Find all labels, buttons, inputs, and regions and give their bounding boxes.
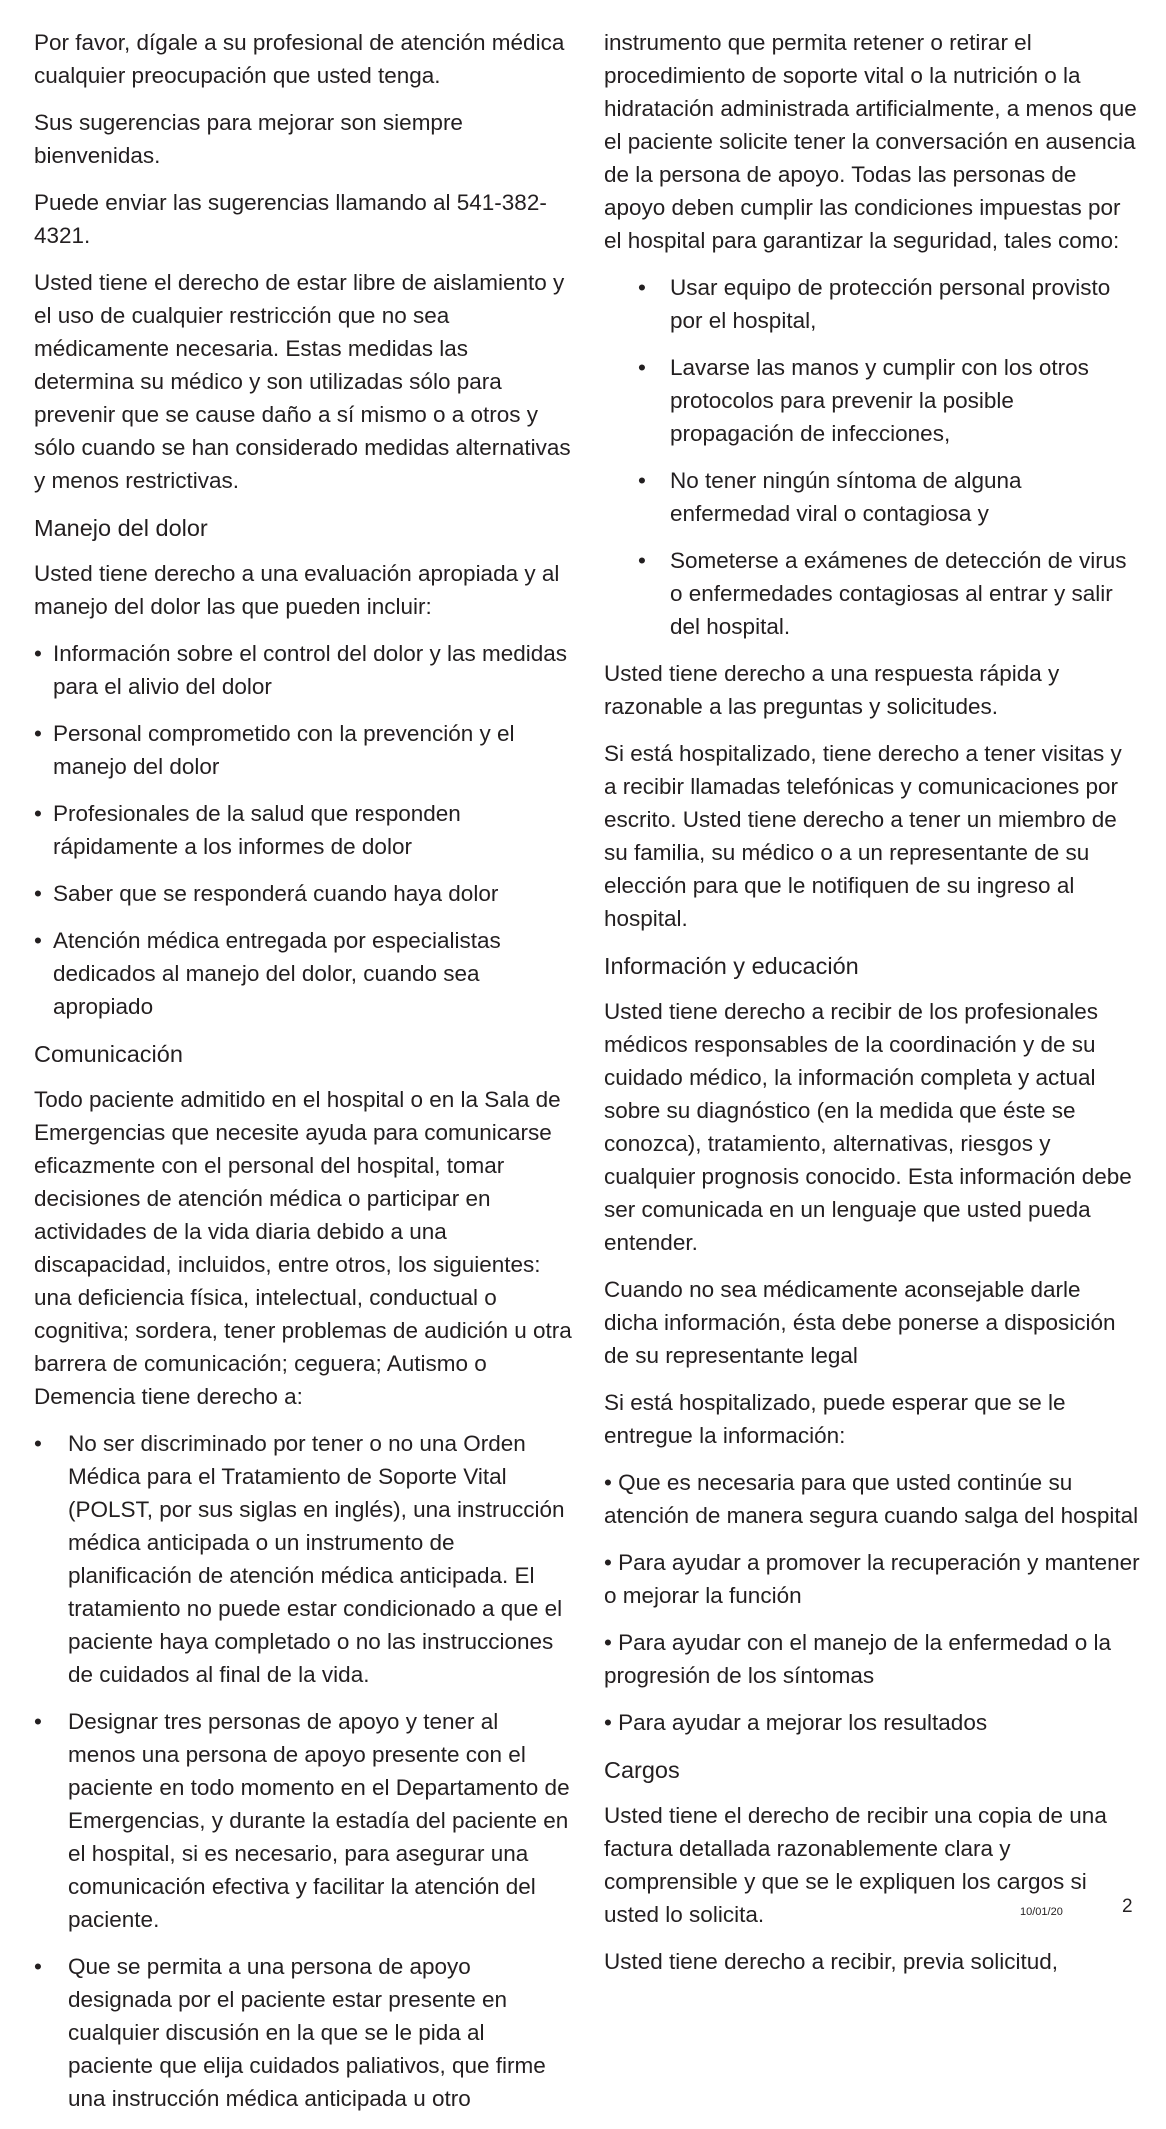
- revision-date: 10/01/20: [1020, 1906, 1063, 1918]
- bullet-mark: •: [638, 355, 646, 380]
- bullet-mark: •: [34, 928, 42, 953]
- visits-paragraph: Si está hospitalizado, tiene derecho a tener visitas y a recibir llamadas telefónicas y comunicaciones por escrito. Usted tiene derecho a tener un miembro de su familia, su médico o a un representante de su elección para que le notifiquen de su ingreso al hospital.: [604, 741, 1122, 931]
- info-paragraph: Cuando no sea médicamente aconsejable darle dicha información, ésta debe ponerse a disposición de su representante legal: [604, 1277, 1116, 1368]
- bullet-mark: •: [604, 1710, 612, 1735]
- bullet-mark: •: [34, 801, 42, 826]
- bullet-mark: •: [604, 1470, 612, 1495]
- list-item: • Información sobre el control del dolor y las medidas para el alivio del dolor: [34, 637, 572, 703]
- pain-list: [34, 637, 572, 1023]
- list-item: • Que se permita a una persona de apoyo designada por el paciente estar presente en cualquier discusión en la que se le pida al paciente que elija cuidados paliativos, que firme una instrucción médica anticipada u otro: [34, 1950, 572, 2115]
- list-item: • Profesionales de la salud que responden rápidamente a los informes de dolor: [34, 797, 572, 863]
- list-item: • Para ayudar a promover la recuperación y mantener o mejorar la función: [604, 1550, 1140, 1608]
- intro-paragraph: Sus sugerencias para mejorar son siempre bienvenidas.: [34, 110, 463, 168]
- list-item: • Para ayudar a mejorar los resultados: [604, 1710, 988, 1735]
- list-item: • Personal comprometido con la prevención y el manejo del dolor: [34, 717, 572, 783]
- list-item: • Usar equipo de protección personal provisto por el hospital,: [638, 271, 1140, 337]
- pain-intro: Usted tiene derecho a una evaluación apropiada y al manejo del dolor las que pueden incluir:: [34, 561, 560, 619]
- support-person-list: [604, 271, 1140, 643]
- info-paragraph: Usted tiene derecho a recibir de los profesionales médicos responsables de la coordinación y de su cuidado médico, la información completa y actual sobre su diagnóstico (en la medida que éste se conozca), tratamiento, alternativas, riesgos y cualquier prognosis conocido. Esta información debe ser comunicada en un lenguaje que usted pueda entender.: [604, 999, 1132, 1255]
- intro-paragraph: Por favor, dígale a su profesional de atención médica cualquier preocupación que usted tenga.: [34, 30, 565, 88]
- list-item: • No ser discriminado por tener o no una Orden Médica para el Tratamiento de Soporte Vital (POLST, por sus siglas en inglés), una instrucción médica anticipada o un instrumento de planificación de atención médica anticipada. El tratamiento no puede estar condicionado a que el paciente haya completado o no las instrucciones de cuidados al final de la vida.: [34, 1427, 572, 1691]
- restraint-paragraph: Usted tiene el derecho de estar libre de aislamiento y el uso de cualquier restricción que no sea médicamente necesaria. Estas medidas las determina su médico y son utilizadas sólo para prevenir que se cause daño a sí mismo o a otros y sólo cuando se han considerado medidas alternativas y menos restrictivas.: [34, 270, 571, 493]
- bullet-mark: •: [34, 1709, 42, 1734]
- continuation-paragraph: instrumento que permita retener o retirar el procedimiento de soporte vital o la nutrición o la hidratación administrada artificialmente, a menos que el paciente solicite tener la conversación en ausencia de la persona de apoyo. Todas las personas de apoyo deben cumplir las condiciones impuestas por el hospital para garantizar la seguridad, tales como:: [604, 30, 1137, 253]
- communication-intro: Todo paciente admitido en el hospital o en la Sala de Emergencias que necesite ayuda para comunicarse eficazmente con el personal del hospital, tomar decisiones de atención médica o participar en actividades de la vida diaria debido a una discapacidad, incluidos, entre otros, los siguientes: una deficiencia física, intelectual, conductual o cognitiva; sordera, tener problemas de audición u otra barrera de comunicación; ceguera; Autismo o Demencia tiene derecho a:: [34, 1087, 572, 1409]
- section-heading-charges: Cargos: [604, 1757, 680, 1783]
- list-item: • Designar tres personas de apoyo y tener al menos una persona de apoyo presente con el paciente en todo momento en el Departamento de Emergencias, y durante la estadía del paciente en el hospital, si es necesario, para asegurar una comunicación efectiva y facilitar la atención del paciente.: [34, 1705, 572, 1936]
- section-heading-information: Información y educación: [604, 953, 859, 979]
- charges-paragraph: Usted tiene el derecho de recibir una copia de una factura detallada razonablemente clara y comprensible y que se le expliquen los cargos si usted lo solicita.: [604, 1803, 1107, 1927]
- list-item: • Someterse a exámenes de detección de virus o enfermedades contagiosas al entrar y salir del hospital.: [638, 544, 1140, 643]
- bullet-mark: •: [604, 1630, 612, 1655]
- right-column: [604, 26, 1140, 1992]
- list-item: • Lavarse las manos y cumplir con los otros protocolos para prevenir la posible propagación de infecciones,: [638, 351, 1140, 450]
- charges-paragraph: Usted tiene derecho a recibir, previa solicitud,: [604, 1949, 1058, 1974]
- bullet-mark: •: [638, 468, 646, 493]
- list-item: • No tener ningún síntoma de alguna enfermedad viral o contagiosa y: [638, 464, 1140, 530]
- bullet-mark: •: [34, 881, 42, 906]
- communication-list: [34, 1427, 572, 2115]
- left-column: [34, 26, 572, 2129]
- info-paragraph: Si está hospitalizado, puede esperar que se le entregue la información:: [604, 1390, 1066, 1448]
- info-list: [604, 1466, 1140, 1739]
- list-item: • Saber que se responderá cuando haya dolor: [34, 877, 572, 910]
- list-item: • Para ayudar con el manejo de la enfermedad o la progresión de los síntomas: [604, 1630, 1111, 1688]
- bullet-mark: •: [34, 1431, 42, 1456]
- bullet-mark: •: [34, 641, 42, 666]
- bullet-mark: •: [638, 548, 646, 573]
- list-item: • Atención médica entregada por especialistas dedicados al manejo del dolor, cuando sea apropiado: [34, 924, 572, 1023]
- list-item: • Que es necesaria para que usted continúe su atención de manera segura cuando salga del hospital: [604, 1470, 1139, 1528]
- bullet-mark: •: [604, 1550, 612, 1575]
- section-heading-pain: Manejo del dolor: [34, 515, 208, 541]
- bullet-mark: •: [638, 275, 646, 300]
- bullet-mark: •: [34, 1954, 42, 1979]
- intro-paragraph: Puede enviar las sugerencias llamando al 541-382-4321.: [34, 190, 547, 248]
- response-paragraph: Usted tiene derecho a una respuesta rápida y razonable a las preguntas y solicitudes.: [604, 661, 1060, 719]
- page-number: 2: [1122, 1896, 1133, 1917]
- bullet-mark: •: [34, 721, 42, 746]
- section-heading-communication: Comunicación: [34, 1041, 183, 1067]
